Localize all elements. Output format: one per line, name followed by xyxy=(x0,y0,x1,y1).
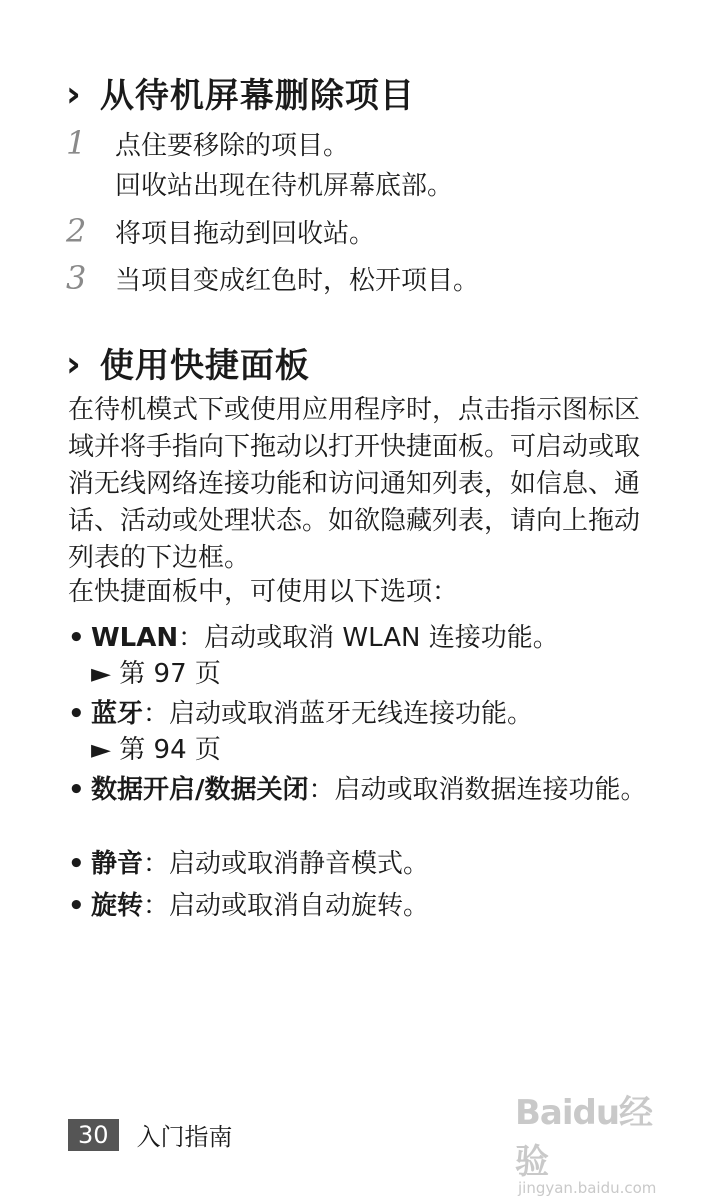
page-footer xyxy=(68,1117,233,1152)
chapter-title: 入门指南 xyxy=(136,1123,233,1151)
page-reference: ► 第 97 页 xyxy=(91,659,221,689)
options-intro: 在快捷面板中，可使用以下选项： xyxy=(68,577,459,607)
option-desc: ：启动或取消 WLAN 连接功能。 xyxy=(178,623,559,653)
option-term: 旋转 xyxy=(91,891,144,921)
option-desc: ：启动或取消数据连接功能。 xyxy=(308,775,647,805)
step-number: 1 xyxy=(66,124,87,162)
option-desc: ：启动或取消静音模式。 xyxy=(143,849,430,879)
option-term: 蓝牙 xyxy=(91,699,144,729)
bullet-icon: • xyxy=(68,623,85,653)
step-text: 将项目拖动到回收站。 xyxy=(115,219,376,249)
intro-paragraph: 在待机模式下或使用应用程序时，点击指示图标区域并将手指向下拖动以打开快捷面板。可启动或取消无线网络连接功能和访问通知列表，如信息、通话、活动或处理状态。如欲隐藏列表，请向上拖动列表的下边框。 xyxy=(68,395,641,573)
step-number: 2 xyxy=(66,212,87,250)
step-1 xyxy=(66,126,666,206)
step-text: 点住要移除的项目。 xyxy=(115,131,350,161)
section-heading-delete xyxy=(66,68,415,117)
option-term: WLAN xyxy=(91,623,179,653)
list-item xyxy=(68,772,658,808)
bullet-icon: • xyxy=(68,849,85,879)
step-3 xyxy=(66,261,666,301)
bullet-icon: • xyxy=(68,775,85,805)
page-number: 30 xyxy=(68,1119,119,1151)
list-item xyxy=(68,696,658,768)
section-title: 从待机屏幕删除项目 xyxy=(99,76,415,116)
option-term: 数据开启/数据关闭 xyxy=(91,775,309,805)
page-reference: ► 第 94 页 xyxy=(91,735,221,765)
step-2 xyxy=(66,214,666,254)
section-heading-quick-panel xyxy=(66,338,310,387)
section-title: 使用快捷面板 xyxy=(99,346,310,386)
chevron-right-icon: › xyxy=(66,344,82,385)
step-subtext: 回收站出现在待机屏幕底部。 xyxy=(115,171,454,201)
baidu-watermark xyxy=(515,1085,685,1197)
step-text: 当项目变成红色时，松开项目。 xyxy=(115,266,480,296)
list-item xyxy=(68,846,658,882)
option-desc: ：启动或取消蓝牙无线连接功能。 xyxy=(143,699,534,729)
chevron-right-icon: › xyxy=(66,74,82,115)
bullet-icon: • xyxy=(68,891,85,921)
option-desc: ：启动或取消自动旋转。 xyxy=(143,891,430,921)
bullet-icon: • xyxy=(68,699,85,729)
list-item xyxy=(68,888,658,924)
baidu-logo: Baidu经验 xyxy=(515,1093,653,1182)
list-item xyxy=(68,620,658,692)
step-number: 3 xyxy=(66,259,87,297)
option-term: 静音 xyxy=(91,849,144,879)
watermark-url: jingyan.baidu.com xyxy=(518,1179,657,1197)
